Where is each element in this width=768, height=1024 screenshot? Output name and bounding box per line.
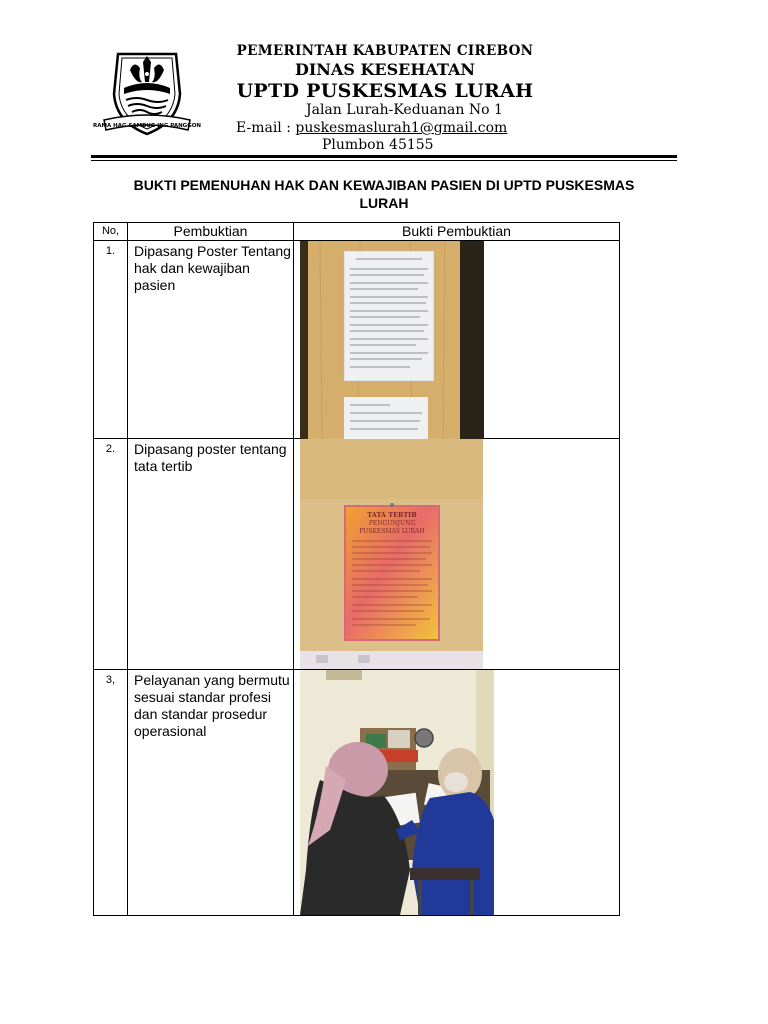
evidence-table [93,222,620,916]
kop-address: Jalan Lurah-Keduanan No 1 [306,102,503,118]
poster-title-3: PUSKESMAS LURAH [359,528,425,535]
email-label: E-mail : [236,120,296,136]
document-title [90,176,678,212]
table-row [94,241,620,439]
kabupaten-cirebon-logo [93,48,201,140]
title-line-2: LURAH [359,195,409,211]
header-no: No, [94,223,128,241]
poster-title-1: TATA TERTIB [367,511,417,519]
row-number: 1. [94,241,128,439]
poster-title-2: PENGUNJUNG [368,520,416,527]
row-number: 3, [94,670,128,916]
kop-pemerintah: PEMERINTAH KABUPATEN CIREBON [236,43,534,59]
kop-dinas: DINAS KESEHATAN [294,60,476,79]
row-evidence-cell [294,439,620,670]
header-pembuktian: Pembuktian [128,223,294,241]
title-line-1: BUKTI PEMENUHAN HAK DAN KEWAJIBAN PASIEN DI UPTD PUSKESMAS [133,177,635,193]
row-description: Pelayanan yang bermutu sesuai standar profesi dan standar prosedur operasional [128,670,294,916]
row-evidence-cell [294,241,620,439]
row-description: Dipasang poster tentang tata tertib [128,439,294,670]
row-description: Dipasang Poster Tentang hak dan kewajiban pasien [128,241,294,439]
photo-poster-hak-kewajiban [300,241,484,439]
email-link[interactable]: puskesmaslurah1@gmail.com [295,120,508,136]
kop-city: Plumbon 45155 [322,137,434,153]
table-row [94,439,620,670]
photo-pelayanan-pasien [300,670,494,915]
logo-motto: RAMA HAG SAMBUG ING PANGGON [93,123,201,129]
photo-poster-tata-tertib [300,439,483,669]
letterhead-rule-thick [91,155,677,158]
row-evidence-cell [294,670,620,916]
letterhead-rule-thin [91,160,677,161]
table-row [94,670,620,916]
header-bukti: Bukti Pembuktian [294,223,620,241]
row-number: 2. [94,439,128,670]
kop-email-line [236,120,507,136]
table-header-row [94,223,620,241]
kop-puskesmas: UPTD PUSKESMAS LURAH [236,80,534,102]
